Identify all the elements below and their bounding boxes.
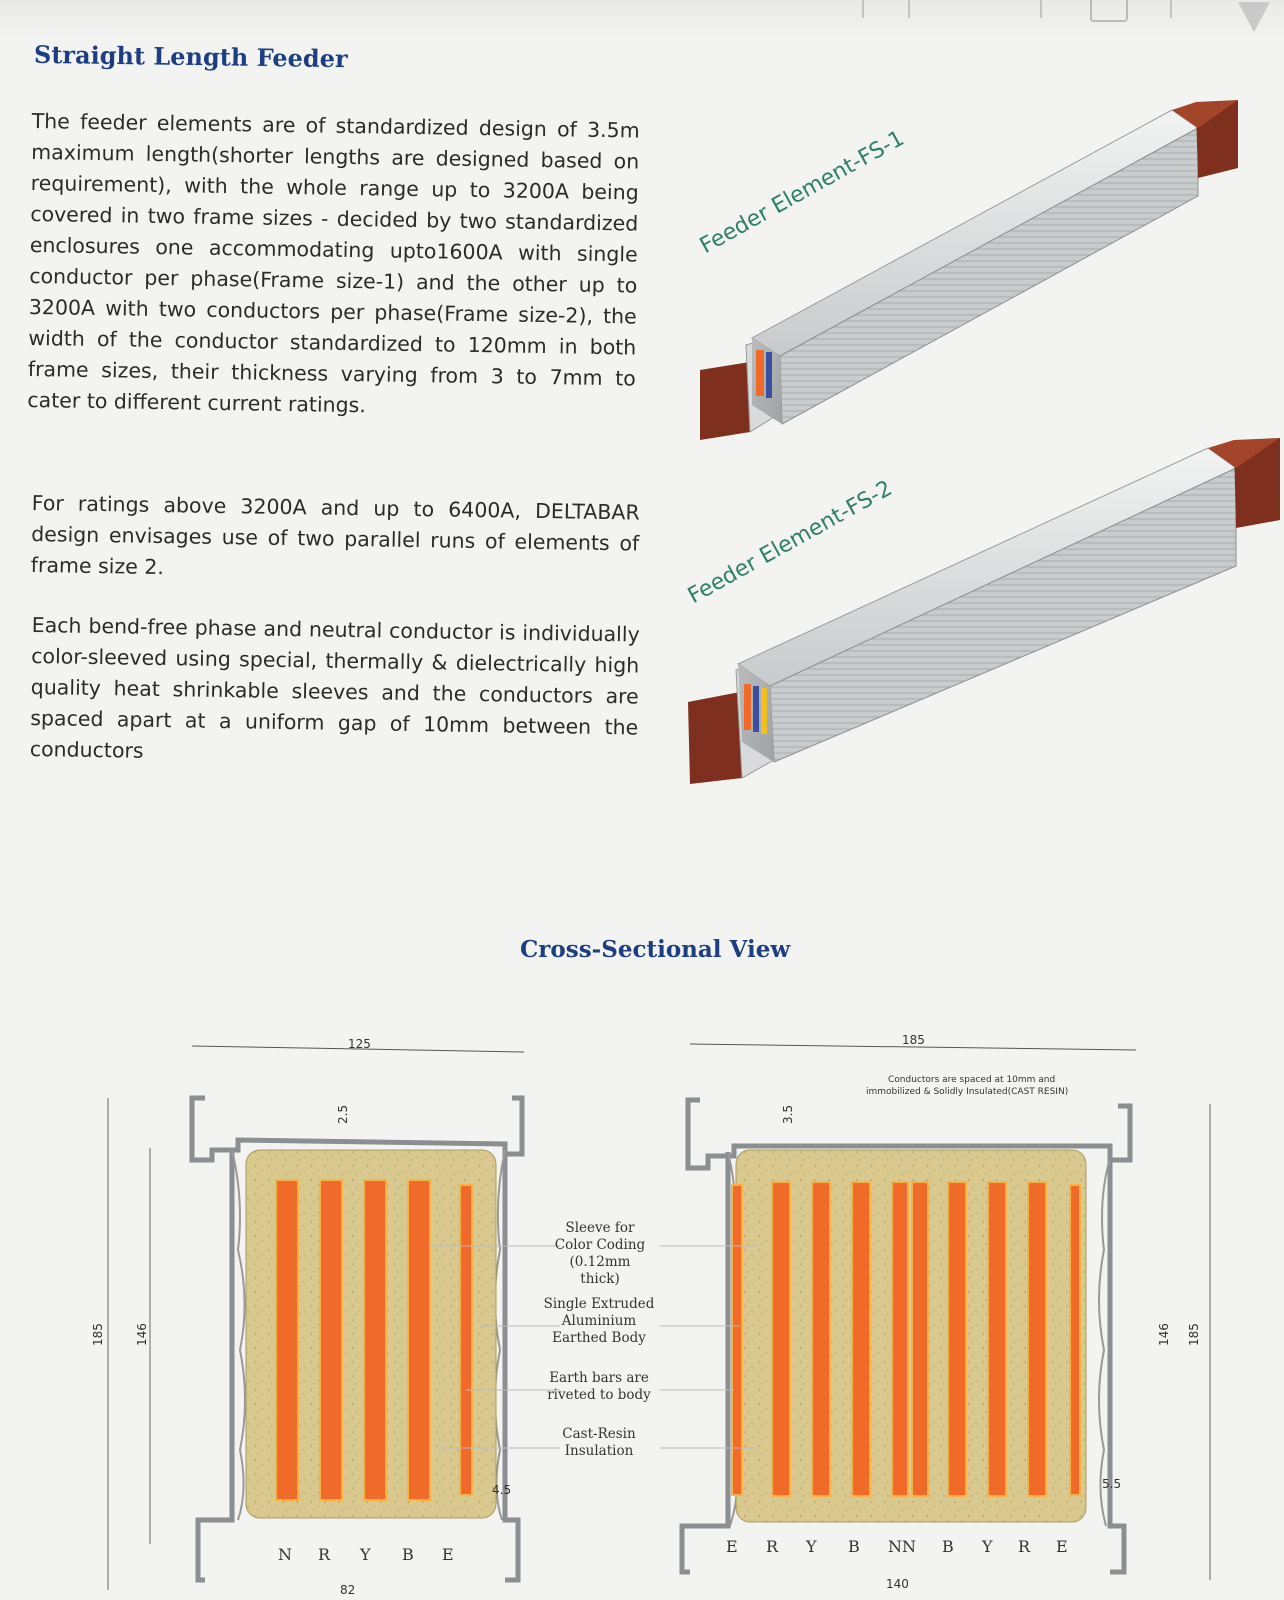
phase-label: R: [766, 1537, 779, 1556]
paragraph-sleeving: Each bend-free phase and neutral conductor is individually color-sleeved using special, thermally & dielectrically high quality heat shrinkable sleeves and the conductors are spaced apart at a uniform gap of 10mm between the conductors: [29, 612, 640, 763]
callout-line: Cast-Resin: [562, 1426, 636, 1442]
phase-label: B: [402, 1545, 414, 1564]
feeder-element-fs2-illustration: [688, 438, 1280, 784]
phase-label: Y: [806, 1537, 817, 1556]
callout-sleeve: [548, 1220, 652, 1288]
feeder-element-fs1-illustration: [700, 100, 1238, 440]
callout-line: Earth bars are: [549, 1370, 649, 1386]
phase-label: R: [318, 1545, 331, 1564]
phase-label: R: [1018, 1537, 1031, 1556]
phase-label: NN: [888, 1537, 916, 1556]
callout-line: riveted to body: [547, 1387, 651, 1403]
paragraph-parallel-runs: For ratings above 3200A and up to 6400A, DELTABAR design envisages use of two parallel runs of elements of frame size 2.: [30, 490, 640, 580]
dimension-width: 125: [348, 1037, 371, 1051]
feeder-label-fs1: Feeder Element-FS-1: [695, 125, 909, 259]
dimension-bottom: 140: [886, 1577, 909, 1591]
phase-labels-right: [726, 1537, 1068, 1556]
callout-line: Earthed Body: [552, 1330, 646, 1346]
callout-line: Sleeve for: [565, 1220, 635, 1236]
phase-label: N: [278, 1545, 292, 1564]
callout-line: Aluminium: [561, 1313, 637, 1329]
note-line: Conductors are spaced at 10mm and: [888, 1075, 1056, 1085]
phase-label: B: [848, 1537, 860, 1556]
phase-label: E: [726, 1537, 738, 1556]
dimension-height-inner: 146: [1157, 1323, 1171, 1346]
callout-cast-resin: [548, 1426, 650, 1460]
dimension-bottom: 82: [340, 1583, 356, 1597]
paragraph-frame-sizes: The feeder elements are of standardized design of 3.5m maximum length(shorter lengths are designed based on requirement), with the whole range up to 3200A being covered in two frame sizes - decided by two standardized enclosures one accommodating upto1600A with single conductor per phase(Frame size-1) and the other up to 3200A with two conductors per phase(Frame size-2), the width of the conductor standardized to 120mm in both frame sizes, their thickness varying from 3 to 7mm to cater to different current ratings.: [27, 108, 640, 418]
callout-line: Single Extruded: [543, 1296, 655, 1312]
page-title: Straight Length Feeder: [33, 39, 348, 74]
callout-line: Color Coding: [554, 1237, 646, 1253]
dimension-width: 185: [902, 1033, 925, 1047]
feeder-label-fs2: Feeder Element-FS-2: [683, 475, 897, 609]
phase-label: Y: [982, 1537, 993, 1556]
phase-label: E: [1056, 1537, 1068, 1556]
callout-aluminium-body: [540, 1296, 658, 1347]
callout-earth-bars: [544, 1370, 654, 1404]
dimension-side: 5.5: [1102, 1477, 1122, 1491]
phase-labels-left: [278, 1545, 454, 1564]
phase-label: B: [942, 1537, 954, 1556]
cross-section-title: Cross-Sectional View: [520, 936, 791, 963]
dimension-top: 3.5: [781, 1104, 795, 1124]
dimension-height-inner: 146: [135, 1323, 149, 1346]
dimension-height-outer: 185: [91, 1323, 105, 1346]
dimension-side: 4.5: [492, 1483, 512, 1497]
cross-section-frame-size-1: [91, 1037, 560, 1597]
callout-line: (0.12mm thick): [569, 1254, 631, 1287]
dimension-top: 2.5: [336, 1104, 350, 1124]
dimension-height-outer: 185: [1187, 1323, 1201, 1346]
note-line: immobilized & Solidly Insulated(CAST RESIN): [866, 1087, 1069, 1097]
callout-line: Insulation: [564, 1443, 634, 1459]
cross-section-frame-size-2: [660, 1033, 1210, 1591]
phase-label: E: [442, 1545, 454, 1564]
phase-label: Y: [360, 1545, 371, 1564]
